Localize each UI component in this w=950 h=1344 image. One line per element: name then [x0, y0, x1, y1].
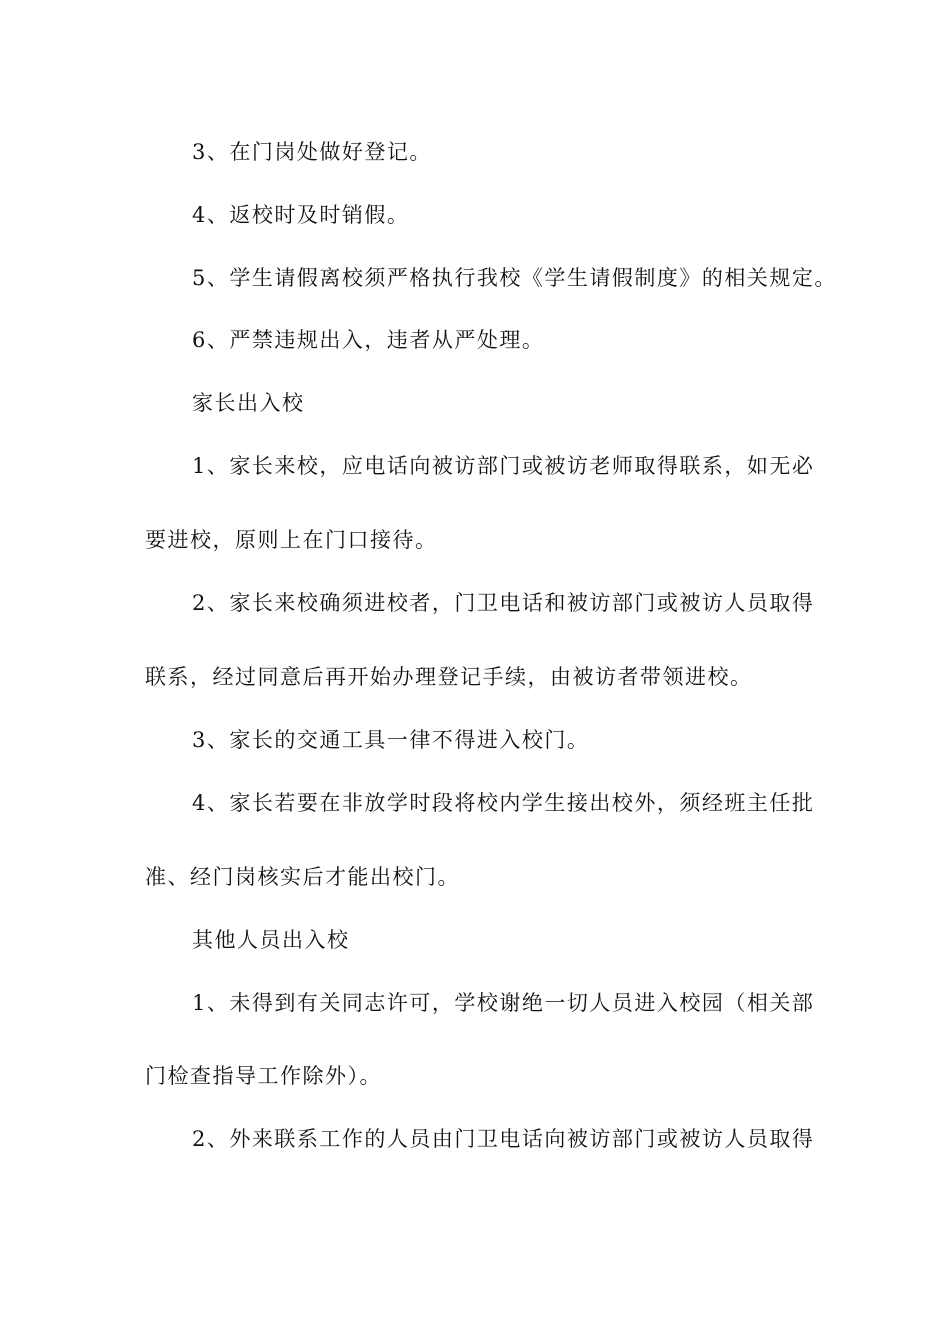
- rule-other-item-1-line-1: 1、未得到有关同志许可，学校谢绝一切人员进入校园（相关部: [192, 991, 815, 1015]
- rule-parent-item-4-line-1: 4、家长若要在非放学时段将校内学生接出校外，须经班主任批: [192, 791, 815, 815]
- rule-student-item-5: 5、学生请假离校须严格执行我校《学生请假制度》的相关规定。: [192, 266, 837, 290]
- rule-other-item-1-line-2: 门检查指导工作除外）。: [145, 1064, 382, 1088]
- rule-parent-item-4-line-2: 准、经门岗核实后才能出校门。: [145, 865, 460, 889]
- rule-student-item-3: 3、在门岗处做好登记。: [192, 140, 432, 164]
- rule-student-item-4: 4、返校时及时销假。: [192, 203, 410, 227]
- rule-parent-item-3: 3、家长的交通工具一律不得进入校门。: [192, 728, 590, 752]
- rule-parent-item-1-line-1: 1、家长来校，应电话向被访部门或被访老师取得联系，如无必: [192, 454, 815, 478]
- rule-student-item-6: 6、严禁违规出入，违者从严处理。: [192, 328, 545, 352]
- section-heading-others: 其他人员出入校: [192, 928, 350, 952]
- rule-parent-item-2-line-2: 联系，经过同意后再开始办理登记手续，由被访者带领进校。: [145, 665, 753, 689]
- rule-parent-item-1-line-2: 要进校，原则上在门口接待。: [145, 528, 438, 552]
- rule-other-item-2-line-1: 2、外来联系工作的人员由门卫电话向被访部门或被访人员取得: [192, 1127, 815, 1151]
- rule-parent-item-2-line-1: 2、家长来校确须进校者，门卫电话和被访部门或被访人员取得: [192, 591, 815, 615]
- section-heading-parents: 家长出入校: [192, 391, 305, 415]
